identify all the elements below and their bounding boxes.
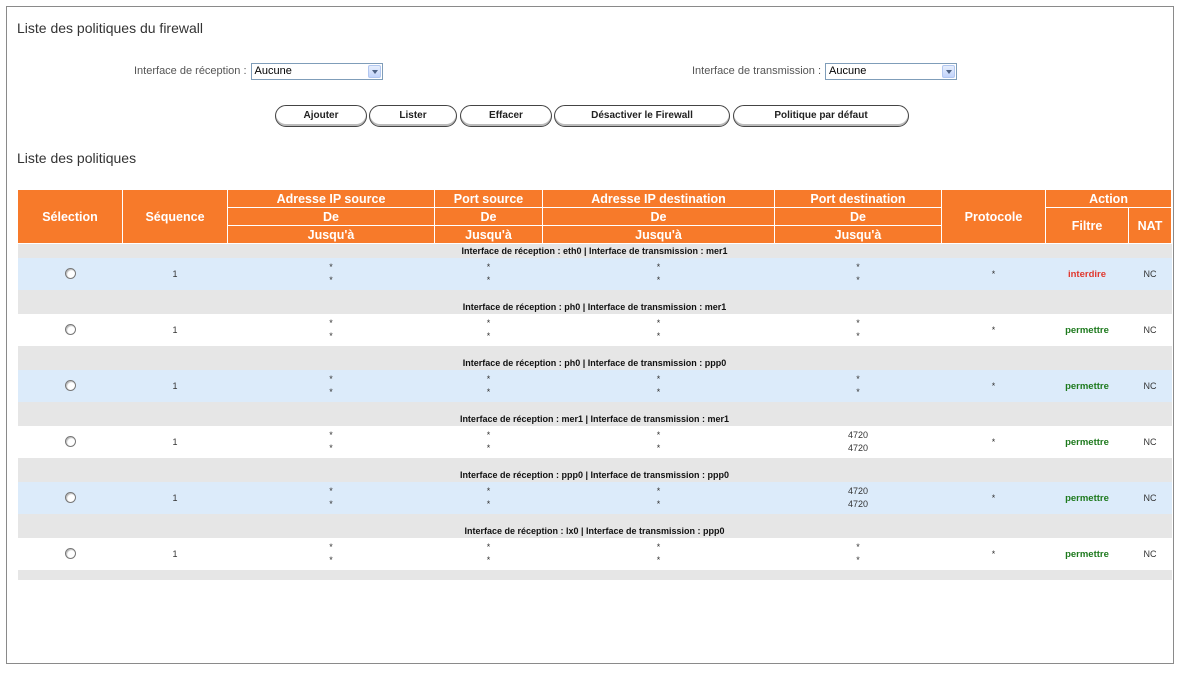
dst-ip-cell xyxy=(543,426,775,458)
header-from: De xyxy=(435,208,543,226)
src-ip-from: * xyxy=(329,430,333,440)
src-ip-to: * xyxy=(329,499,333,509)
dst-port-cell xyxy=(775,538,942,570)
dst-port-cell xyxy=(775,426,942,458)
src-ip-to: * xyxy=(329,555,333,565)
dst-port-cell xyxy=(775,314,942,346)
header-to: Jusqu'à xyxy=(543,226,775,244)
src-ip-from: * xyxy=(329,486,333,496)
group-header-row xyxy=(18,524,1172,538)
dst-port-to: * xyxy=(856,555,860,565)
dst-port-to: * xyxy=(856,275,860,285)
src-ip-to: * xyxy=(329,387,333,397)
policy-table-body xyxy=(18,244,1172,581)
select-radio[interactable] xyxy=(65,492,76,503)
group-header-row xyxy=(18,468,1172,482)
dst-port-to: 4720 xyxy=(847,443,869,453)
src-port-cell xyxy=(435,426,543,458)
spacer-cell xyxy=(18,346,1172,356)
dst-ip-cell xyxy=(543,538,775,570)
dst-ip-cell xyxy=(543,258,775,290)
src-ip-cell xyxy=(228,370,435,402)
sequence-cell: 1 xyxy=(123,482,228,514)
dst-port-to: * xyxy=(856,331,860,341)
row-spacer xyxy=(18,402,1172,412)
dst-port-cell xyxy=(775,370,942,402)
filter-cell xyxy=(1046,370,1129,402)
action-buttons xyxy=(7,105,1173,127)
src-port-from: * xyxy=(486,262,491,272)
src-port-to: * xyxy=(486,387,491,397)
protocol-cell: * xyxy=(942,426,1046,458)
dst-ip-from: * xyxy=(656,542,661,552)
list-button[interactable]: Lister xyxy=(369,105,457,127)
src-port-from: * xyxy=(486,318,491,328)
src-ip-cell xyxy=(228,538,435,570)
nat-cell: NC xyxy=(1129,482,1172,514)
dst-ip-cell xyxy=(543,370,775,402)
nat-cell: NC xyxy=(1129,314,1172,346)
spacer-cell xyxy=(18,402,1172,412)
dst-ip-to: * xyxy=(656,499,661,509)
src-ip-to: * xyxy=(329,331,333,341)
filter-cell xyxy=(1046,314,1129,346)
tx-interface-value: Aucune xyxy=(829,64,867,77)
dst-ip-from: * xyxy=(656,486,661,496)
spacer-cell xyxy=(18,290,1172,300)
src-ip-from: * xyxy=(329,374,333,384)
rx-interface-label: Interface de réception : xyxy=(134,65,247,77)
page-title: Liste des politiques du firewall xyxy=(17,20,203,36)
table-row[interactable] xyxy=(18,482,1172,514)
src-port-cell xyxy=(435,538,543,570)
dst-ip-to: * xyxy=(656,555,661,565)
sequence-cell: 1 xyxy=(123,426,228,458)
header-nat: NAT xyxy=(1129,208,1172,244)
group-title: Interface de réception : lx0 | Interface de transmission : ppp0 xyxy=(18,524,1172,538)
protocol-cell: * xyxy=(942,538,1046,570)
src-port-cell xyxy=(435,370,543,402)
rx-interface-value: Aucune xyxy=(254,64,292,77)
header-src-port: Port source xyxy=(435,190,543,208)
src-ip-cell xyxy=(228,482,435,514)
dst-ip-from: * xyxy=(656,430,661,440)
filter-cell xyxy=(1046,538,1129,570)
group-title: Interface de réception : ppp0 | Interface de transmission : ppp0 xyxy=(18,468,1172,482)
dst-ip-to: * xyxy=(656,443,661,453)
nat-cell: NC xyxy=(1129,426,1172,458)
filter-action: permettre xyxy=(1065,492,1109,504)
src-port-from: * xyxy=(486,430,491,440)
group-title: Interface de réception : ph0 | Interface de transmission : mer1 xyxy=(18,300,1172,314)
filter-action: permettre xyxy=(1065,324,1109,336)
nat-cell: NC xyxy=(1129,370,1172,402)
section-title: Liste des politiques xyxy=(17,150,137,166)
header-from: De xyxy=(228,208,435,226)
row-spacer xyxy=(18,458,1172,468)
add-button[interactable]: Ajouter xyxy=(275,105,367,127)
select-radio[interactable] xyxy=(65,324,76,335)
row-spacer xyxy=(18,346,1172,356)
dst-ip-from: * xyxy=(656,318,661,328)
header-to: Jusqu'à xyxy=(228,226,435,244)
tx-interface-select[interactable] xyxy=(825,63,957,80)
header-to: Jusqu'à xyxy=(775,226,942,244)
dst-port-from: 4720 xyxy=(847,430,869,440)
header-sequence: Séquence xyxy=(123,190,228,244)
protocol-cell: * xyxy=(942,482,1046,514)
group-title: Interface de réception : eth0 | Interface de transmission : mer1 xyxy=(18,244,1172,259)
select-radio[interactable] xyxy=(65,380,76,391)
src-ip-from: * xyxy=(329,262,333,272)
spacer-cell xyxy=(18,458,1172,468)
row-spacer xyxy=(18,514,1172,524)
policy-table xyxy=(17,189,1172,580)
group-header-row xyxy=(18,356,1172,370)
filter-action: permettre xyxy=(1065,548,1109,560)
dst-port-to: 4720 xyxy=(847,499,869,509)
row-spacer xyxy=(18,290,1172,300)
filter-action: permettre xyxy=(1065,380,1109,392)
header-dst-ip: Adresse IP destination xyxy=(543,190,775,208)
select-radio[interactable] xyxy=(65,268,76,279)
dst-port-cell xyxy=(775,482,942,514)
src-port-from: * xyxy=(486,542,491,552)
table-row[interactable] xyxy=(18,426,1172,458)
group-header-row xyxy=(18,412,1172,426)
table-row[interactable] xyxy=(18,538,1172,570)
src-port-from: * xyxy=(486,486,491,496)
dst-ip-from: * xyxy=(656,262,661,272)
sequence-cell: 1 xyxy=(123,538,228,570)
chevron-down-icon[interactable] xyxy=(942,65,955,78)
src-ip-cell xyxy=(228,426,435,458)
src-port-cell xyxy=(435,482,543,514)
filter-cell xyxy=(1046,426,1129,458)
table-row[interactable] xyxy=(18,314,1172,346)
dst-port-cell xyxy=(775,258,942,290)
filter-action: interdire xyxy=(1067,268,1106,280)
policy-panel xyxy=(6,6,1174,664)
src-ip-from: * xyxy=(329,318,333,328)
src-port-to: * xyxy=(486,443,491,453)
selection-cell xyxy=(18,426,123,458)
clear-button[interactable]: Effacer xyxy=(460,105,552,127)
group-title: Interface de réception : ph0 | Interface de transmission : ppp0 xyxy=(18,356,1172,370)
src-ip-cell xyxy=(228,314,435,346)
dst-ip-cell xyxy=(543,314,775,346)
header-to: Jusqu'à xyxy=(435,226,543,244)
src-port-to: * xyxy=(486,331,491,341)
filter-action: permettre xyxy=(1065,436,1109,448)
header-from: De xyxy=(775,208,942,226)
nat-cell: NC xyxy=(1129,258,1172,290)
selection-cell xyxy=(18,482,123,514)
dst-port-to: * xyxy=(856,387,860,397)
src-port-from: * xyxy=(486,374,491,384)
header-filter: Filtre xyxy=(1046,208,1129,244)
dst-ip-to: * xyxy=(656,275,661,285)
tx-interface-row xyxy=(692,61,957,81)
filter-cell xyxy=(1046,482,1129,514)
rx-interface-row xyxy=(134,61,383,81)
selection-cell xyxy=(18,258,123,290)
table-row[interactable] xyxy=(18,258,1172,290)
dst-ip-to: * xyxy=(656,331,661,341)
sequence-cell: 1 xyxy=(123,314,228,346)
protocol-cell: * xyxy=(942,314,1046,346)
sequence-cell: 1 xyxy=(123,258,228,290)
header-src-ip: Adresse IP source xyxy=(228,190,435,208)
src-ip-to: * xyxy=(329,443,333,453)
header-selection: Sélection xyxy=(18,190,123,244)
selection-cell xyxy=(18,314,123,346)
dst-ip-from: * xyxy=(656,374,661,384)
dst-port-from: * xyxy=(856,374,860,384)
selection-cell xyxy=(18,370,123,402)
select-radio[interactable] xyxy=(65,436,76,447)
disable-firewall-button[interactable]: Désactiver le Firewall xyxy=(554,105,730,127)
select-radio[interactable] xyxy=(65,548,76,559)
chevron-down-icon[interactable] xyxy=(368,65,381,78)
spacer-cell xyxy=(18,570,1172,580)
table-row[interactable] xyxy=(18,370,1172,402)
nat-cell: NC xyxy=(1129,538,1172,570)
dst-port-from: * xyxy=(856,542,860,552)
default-policy-button[interactable]: Politique par défaut xyxy=(733,105,909,127)
src-ip-from: * xyxy=(329,542,333,552)
protocol-cell: * xyxy=(942,370,1046,402)
src-ip-to: * xyxy=(329,275,333,285)
src-port-cell xyxy=(435,314,543,346)
filter-cell xyxy=(1046,258,1129,290)
header-from: De xyxy=(543,208,775,226)
header-dst-port: Port destination xyxy=(775,190,942,208)
header-protocol: Protocole xyxy=(942,190,1046,244)
group-header-row xyxy=(18,300,1172,314)
sequence-cell: 1 xyxy=(123,370,228,402)
group-header-row xyxy=(18,244,1172,259)
src-port-to: * xyxy=(486,275,491,285)
dst-port-from: * xyxy=(856,318,860,328)
row-spacer xyxy=(18,570,1172,580)
src-port-cell xyxy=(435,258,543,290)
protocol-cell: * xyxy=(942,258,1046,290)
rx-interface-select[interactable] xyxy=(251,63,383,80)
dst-port-from: 4720 xyxy=(847,486,869,496)
dst-ip-cell xyxy=(543,482,775,514)
dst-ip-to: * xyxy=(656,387,661,397)
src-port-to: * xyxy=(486,499,491,509)
header-action: Action xyxy=(1046,190,1172,208)
tx-interface-label: Interface de transmission : xyxy=(692,65,822,77)
group-title: Interface de réception : mer1 | Interface de transmission : mer1 xyxy=(18,412,1172,426)
spacer-cell xyxy=(18,514,1172,524)
selection-cell xyxy=(18,538,123,570)
src-port-to: * xyxy=(486,555,491,565)
src-ip-cell xyxy=(228,258,435,290)
dst-port-from: * xyxy=(856,262,860,272)
